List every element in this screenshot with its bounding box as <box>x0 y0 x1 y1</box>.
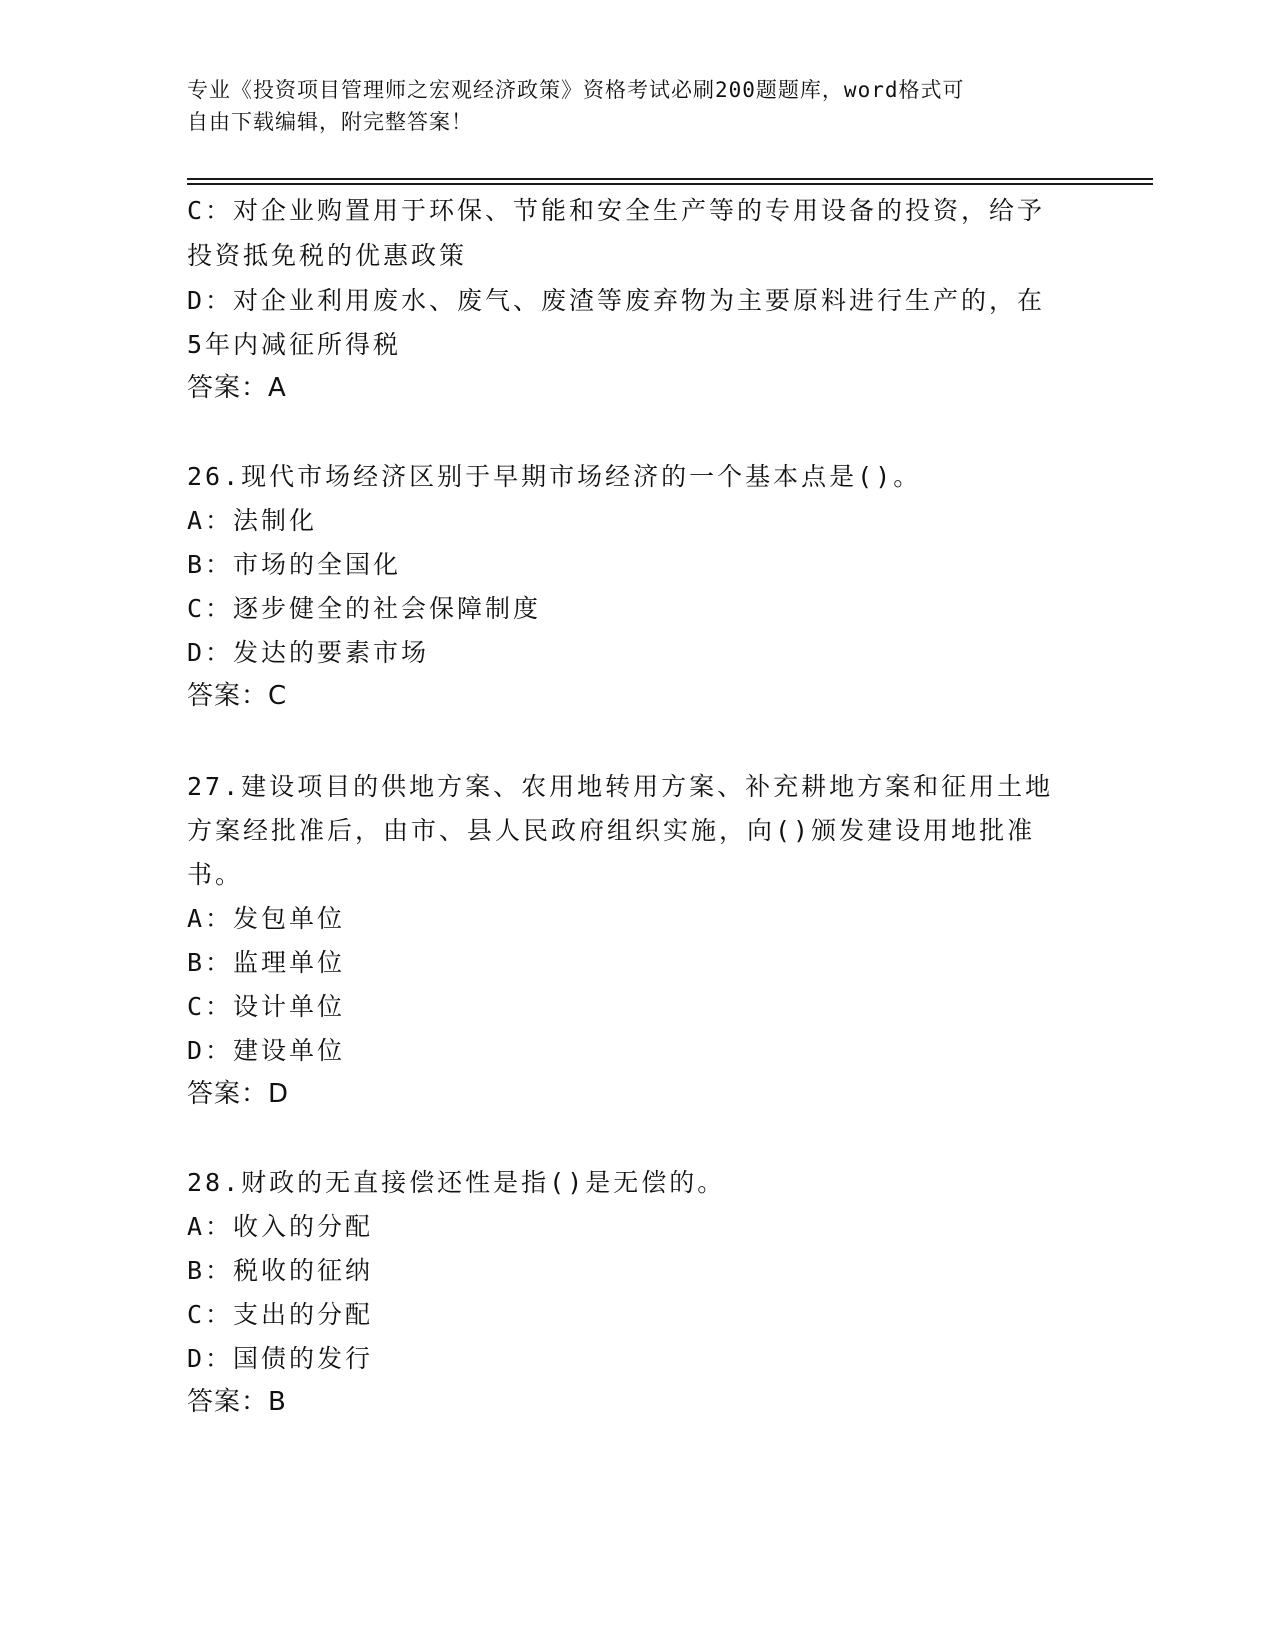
option-d-line-1: D：对企业利用废水、废气、废渣等废弃物为主要原料进行生产的，在 <box>187 286 1046 315</box>
header-line-1: 专业《投资项目管理师之宏观经济政策》资格考试必刷200题题库，word格式可 <box>187 78 965 102</box>
answer-26: 答案：C <box>187 681 288 711</box>
option-c-line-2: 投资抵免税的优惠政策 <box>187 241 468 270</box>
question-27-option-a: A：发包单位 <box>187 904 346 933</box>
option-d-line-2: 5年内减征所得税 <box>187 330 402 359</box>
question-28-option-a: A：收入的分配 <box>187 1212 374 1241</box>
answer-25: 答案：A <box>187 373 287 403</box>
question-27-stem-line-1: 27.建设项目的供地方案、农用地转用方案、补充耕地方案和征用土地 <box>187 772 1054 801</box>
question-26-option-b: B：市场的全国化 <box>187 550 402 579</box>
header-divider-bottom <box>187 183 1153 185</box>
header-divider-top <box>187 178 1153 180</box>
document-header <box>187 74 1087 138</box>
header-line-2: 自由下载编辑，附完整答案！ <box>187 110 473 134</box>
question-27-option-c: C：设计单位 <box>187 992 346 1021</box>
option-c-line-1: C：对企业购置用于环保、节能和安全生产等的专用设备的投资，给予 <box>187 196 1046 225</box>
question-27-option-d: D：建设单位 <box>187 1036 346 1065</box>
question-26-stem: 26.现代市场经济区别于早期市场经济的一个基本点是()。 <box>187 462 922 491</box>
answer-27: 答案：D <box>187 1079 290 1109</box>
question-26-option-c: C：逐步健全的社会保障制度 <box>187 594 542 623</box>
question-28-option-d: D：国债的发行 <box>187 1344 374 1373</box>
question-28-stem: 28.财政的无直接偿还性是指()是无偿的。 <box>187 1168 726 1197</box>
question-27-option-b: B：监理单位 <box>187 948 346 977</box>
question-27-stem-line-3: 书。 <box>187 860 244 889</box>
question-28-option-c: C：支出的分配 <box>187 1300 374 1329</box>
question-26-option-a: A：法制化 <box>187 506 318 535</box>
question-26-option-d: D：发达的要素市场 <box>187 638 430 667</box>
answer-28: 答案：B <box>187 1387 287 1417</box>
question-28-option-b: B：税收的征纳 <box>187 1256 374 1285</box>
question-27-stem-line-2: 方案经批准后，由市、县人民政府组织实施，向()颁发建设用地批准 <box>187 816 1036 845</box>
